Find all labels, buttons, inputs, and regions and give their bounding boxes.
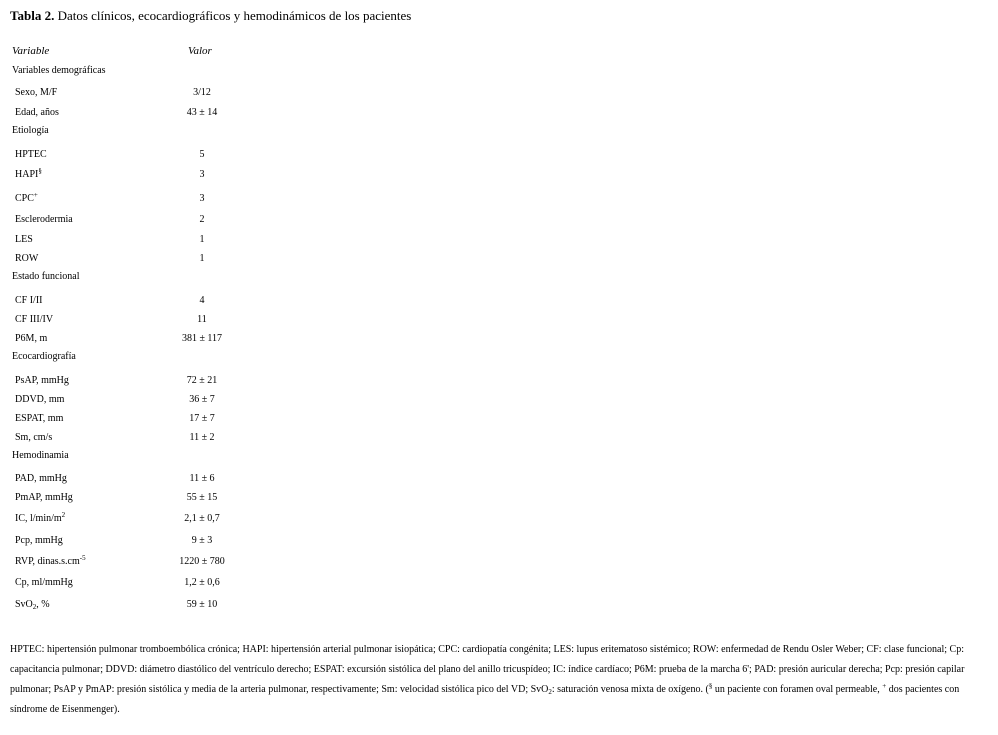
label-suffix: , %	[36, 599, 50, 610]
value-cell: 1,2 ± 0,6	[184, 577, 220, 588]
variable-label	[15, 413, 63, 425]
label-text: HAPI	[15, 169, 39, 180]
variable-label	[15, 535, 63, 547]
value-cell: 2	[199, 214, 205, 225]
table-number: Tabla 2.	[10, 8, 55, 23]
footnote-text-3: un paciente con foramen oval permeable,	[712, 684, 883, 695]
section-label	[12, 271, 79, 283]
value-cell: 1220 ± 780	[179, 556, 225, 567]
variable-label	[15, 149, 47, 161]
value-cell: 5	[199, 149, 205, 160]
label-text: SvO	[15, 599, 33, 610]
table-footnote	[10, 640, 992, 720]
value-cell: 55 ± 15	[186, 492, 218, 503]
label-superscript: §	[38, 167, 42, 175]
label-superscript: -5	[79, 554, 86, 562]
variable-label	[15, 333, 47, 345]
label-text: Hemodinamia	[12, 450, 69, 461]
variable-label	[15, 87, 57, 99]
value-cell: 3	[199, 193, 205, 204]
section-label	[12, 125, 49, 137]
footnote-text-4: dos pacientes con síndrome de Eisenmenger).	[10, 684, 960, 715]
label-text: P6M, m	[15, 333, 48, 344]
label-text: RVP, dinas.s.cm	[15, 556, 80, 567]
label-text: DDVD, mm	[15, 394, 65, 405]
section-label	[12, 450, 69, 462]
variable-label	[15, 577, 73, 589]
variable-label	[15, 473, 67, 485]
label-superscript: 2	[61, 511, 66, 519]
label-text: Pcp, mmHg	[15, 535, 63, 546]
footnote-text-2: : saturación venosa mixta de oxígeno. (	[551, 684, 709, 695]
variable-label	[15, 107, 59, 119]
label-text: Sexo, M/F	[15, 87, 58, 98]
footnote-sub-1: 2	[548, 688, 552, 696]
variable-label	[15, 599, 50, 611]
column-header-variable: Variable	[12, 45, 50, 57]
value-cell: 9 ± 3	[191, 535, 213, 546]
value-cell: 72 ± 21	[186, 375, 218, 386]
value-cell: 59 ± 10	[186, 599, 218, 610]
value-cell: 3	[199, 169, 205, 180]
label-text: CF III/IV	[15, 314, 54, 325]
label-text: Ecocardiografía	[12, 351, 76, 362]
value-cell: 4	[199, 295, 205, 306]
label-text: HPTEC	[15, 149, 47, 160]
label-text: Cp, ml/mmHg	[15, 577, 73, 588]
variable-label	[15, 556, 86, 568]
variable-label	[15, 193, 38, 205]
value-cell: 381 ± 117	[181, 333, 223, 344]
footnote-sup-2: +	[882, 682, 887, 690]
label-subscript: 2	[32, 603, 37, 611]
value-cell: 17 ± 7	[189, 413, 215, 424]
label-text: Variables demográficas	[12, 65, 106, 76]
section-label	[12, 65, 106, 77]
label-text: ROW	[15, 253, 39, 264]
variable-label	[15, 314, 53, 326]
variable-label	[15, 394, 64, 406]
value-cell: 1	[199, 234, 205, 245]
value-cell: 43 ± 14	[186, 107, 218, 118]
variable-label	[15, 234, 33, 246]
column-header-valor: Valor	[188, 45, 212, 57]
section-label	[12, 351, 76, 363]
label-text: Sm, cm/s	[15, 432, 53, 443]
variable-label	[15, 214, 73, 226]
label-text: ESPAT, mm	[15, 413, 64, 424]
variable-label	[15, 513, 65, 525]
value-cell: 11	[197, 314, 207, 325]
variable-label	[15, 253, 38, 265]
label-text: Estado funcional	[12, 271, 80, 282]
label-text: CF I/II	[15, 295, 43, 306]
variable-label	[15, 375, 69, 387]
label-text: PmAP, mmHg	[15, 492, 73, 503]
table-title	[10, 8, 411, 24]
variable-label	[15, 432, 52, 444]
label-text: CPC	[15, 193, 34, 204]
label-text: PAD, mmHg	[15, 473, 67, 484]
value-cell: 36 ± 7	[189, 394, 215, 405]
label-text: LES	[15, 234, 33, 245]
variable-label	[15, 295, 43, 307]
label-text: Esclerodermia	[15, 214, 73, 225]
label-text: Edad, años	[15, 107, 59, 118]
variable-label	[15, 492, 73, 504]
table-caption: Datos clínicos, ecocardiográficos y hemodinámicos de los pacientes	[54, 8, 412, 23]
value-cell: 1	[199, 253, 205, 264]
footnote-sup-1: §	[708, 682, 713, 690]
value-cell: 2,1 ± 0,7	[184, 513, 220, 524]
value-cell: 3/12	[193, 87, 211, 98]
value-cell: 11 ± 6	[189, 473, 215, 484]
label-text: Etiología	[12, 125, 49, 136]
footnote-text-1: HPTEC: hipertensión pulmonar tromboembólica crónica; HAPI: hipertensión arterial pulmonar isiopática; CPC: cardiopatía congénita; LES: lupus eritematoso sistémico; ROW: enfermedad de Rendu Osler Weber; CF: clase funcional; Cp: capacitancia pulmonar; DDVD: diámetro diastólico del ventrículo derecho; ESPAT: excursión sistólica del plano del anillo tricuspídeo; IC: índice cardíaco; P6M: prueba de la marcha 6'; PAD: presión auricular derecha; Pcp: presión capilar pulmonar; PsAP y PmAP: presión sistólica y media de la arteria pulmonar, respectivamente; Sm: velocidad sistólica pico del VD; SvO	[10, 644, 965, 695]
value-cell: 11 ± 2	[189, 432, 215, 443]
label-text: PsAP, mmHg	[15, 375, 69, 386]
label-text: IC, l/min/m	[15, 513, 62, 524]
variable-label	[15, 169, 42, 181]
label-superscript: +	[33, 191, 38, 199]
